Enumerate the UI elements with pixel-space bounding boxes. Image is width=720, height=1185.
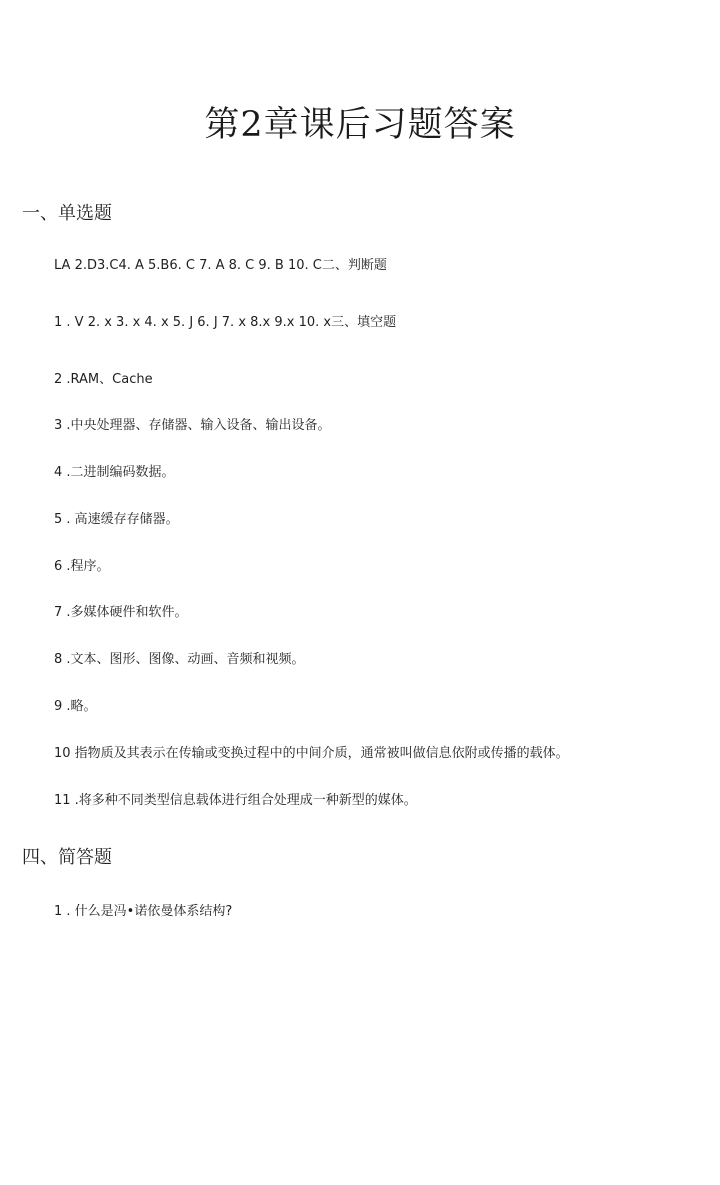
answer-line-fill-8: 8 .文本、图形、图像、动画、音频和视频。	[54, 652, 305, 667]
answer-line-fill-3: 3 .中央处理器、存储器、输入设备、输出设备。	[54, 418, 331, 433]
answer-line-fill-4: 4 .二进制编码数据。	[54, 465, 175, 480]
question-line-short-1: 1 . 什么是冯•诺依曼体系结构?	[54, 904, 233, 919]
page-title: 第2章课后习题答案	[204, 105, 516, 145]
answer-line-fill-11: 11 .将多种不同类型信息载体进行组合处理成一种新型的媒体。	[54, 793, 417, 808]
answer-line-fill-7: 7 .多媒体硬件和软件。	[54, 605, 188, 620]
answer-line-fill-5: 5 . 高速缓存存储器。	[54, 512, 179, 527]
answer-line-fill-9: 9 .略。	[54, 699, 97, 714]
section-heading-short-answer: 四、简答题	[22, 847, 112, 868]
answer-line-true-false: 1 . V 2. x 3. x 4. x 5. J 6. J 7. x 8.x 9.x 10. x三、填空题	[54, 315, 397, 330]
answer-line-fill-6: 6 .程序。	[54, 559, 110, 574]
answer-line-fill-10: 10 指物质及其表示在传输或变换过程中的中间介质，通常被叫做信息依附或传播的载体。	[54, 746, 569, 761]
answer-line-choice: LA 2.D3.C4. A 5.B6. C 7. A 8. C 9. B 10. C二、判断题	[54, 258, 387, 273]
section-heading-single-choice: 一、单选题	[22, 203, 112, 224]
answer-line-fill-2: 2 .RAM、Cache	[54, 372, 153, 387]
